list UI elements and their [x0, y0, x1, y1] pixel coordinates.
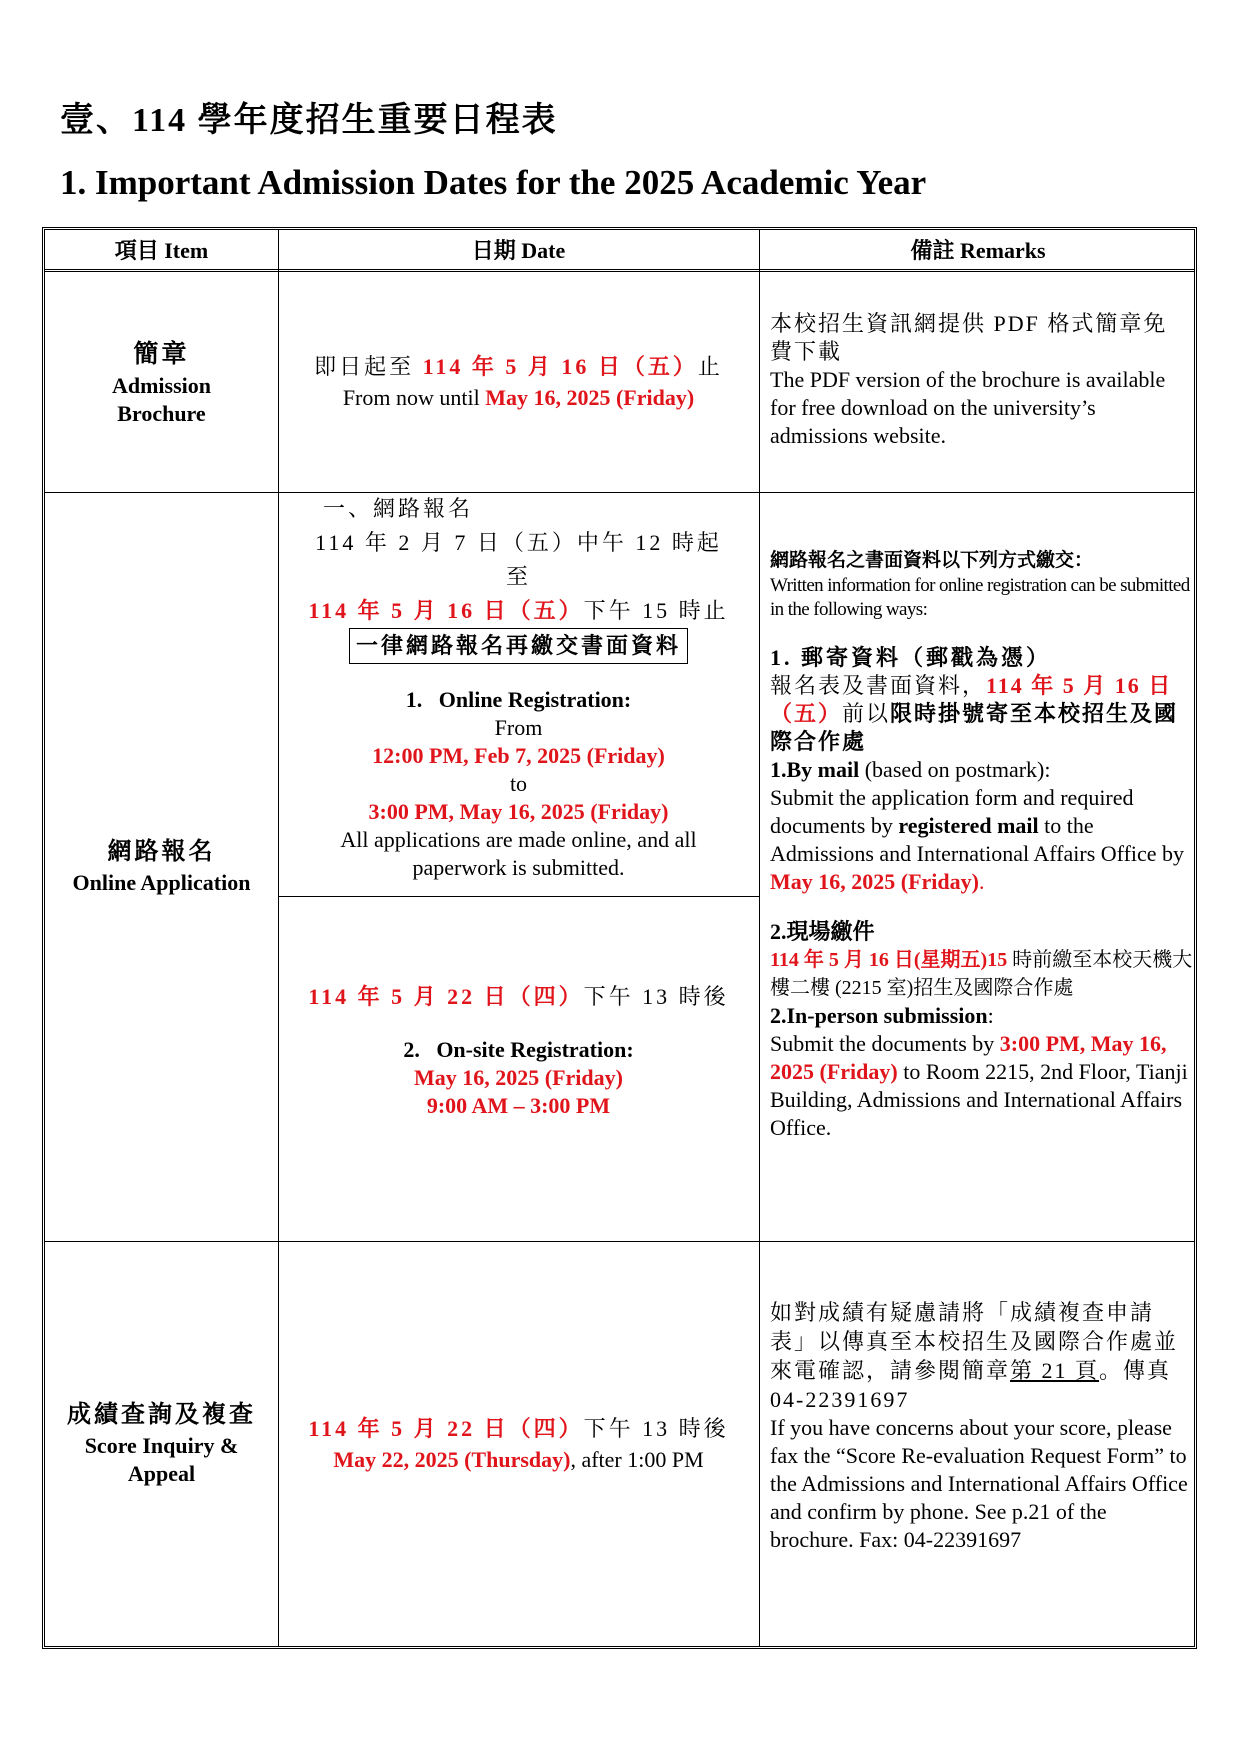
item-online-application: 網路報名 Online Application — [72, 839, 251, 895]
admission-schedule-table — [42, 227, 1197, 1649]
remarks-score-inquiry: 如對成績有疑慮請將「成績複查申請表」以傳真至本校招生及國際合作處並來電確認，請參閱簡章第 21 頁。傳真 04-22391697 If you have concerns about your score, please fax the “Score Re-evaluation Request Form” to the Admissions and International Affairs Office and confirm by phone. See p.21 of the brochure. Fax: 04-22391697 — [770, 1300, 1188, 1552]
remarks-online-application: 網路報名之書面資料以下列方式繳交： Written information for online registration can be submitted in the following ways: 1. 郵寄資料（郵戳為憑） 報名表及書面資料，114 年 5 月 16 日（五）前以限時掛號寄至本校招生及國際合作處 1.By mail (based on postmark): Submit the application form and required documents by registered mail to the Admissions and International Affairs Office by May 16, 2025 (Friday). 2.現場繳件 114 年 5 月 16 日(星期五)15 時前繳至本校天機大樓二樓 (2215 室)招生及國際合作處 2.In-person submission: Submit the documents by 3:00 PM, May 16, 2025 (Friday) to Room 2215, 2nd Floor, Tianji Building, Admissions and International Affairs Office. — [770, 550, 1193, 1140]
date-onsite-registration: 114 年 5 月 22 日（四）下午 13 時後 2. On-site Registration: May 16, 2025 (Friday) 9:00 AM – 3:00 PM — [308, 984, 729, 1118]
column-divider — [759, 230, 760, 1646]
page-title-zh: 壹、114 學年度招生重要日程表 — [60, 102, 558, 139]
header-item: 項目 Item — [114, 238, 209, 263]
row-divider — [45, 1241, 1194, 1242]
header-remarks: 備註 Remarks — [910, 238, 1046, 263]
header-date: 日期 Date — [471, 238, 566, 263]
item-score-inquiry: 成績查詢及複查 Score Inquiry & Appeal — [67, 1402, 256, 1486]
item-brochure: 簡章 Admission Brochure — [111, 341, 212, 426]
notice-box: 一律網路報名再繳交書面資料 — [349, 628, 688, 664]
page-title-en: 1. Important Admission Dates for the 2025 Academic Year — [60, 163, 927, 202]
date-score-inquiry: 114 年 5 月 22 日（四）下午 13 時後 May 22, 2025 (Thursday), after 1:00 PM — [308, 1416, 729, 1472]
remarks-brochure: 本校招生資訊網提供 PDF 格式簡章免費下載 The PDF version of the brochure is available for free download on the university’s admissions website. — [770, 311, 1168, 448]
date-brochure: 即日起至 114 年 5 月 16 日（五）止 From now until May 16, 2025 (Friday) — [314, 354, 723, 410]
header-divider — [45, 269, 1194, 272]
subrow-divider — [278, 896, 759, 897]
date-online-registration: 一、網路報名 114 年 2 月 7 日（五）中午 12 時起 至 114 年 5 月 16 日（五）下午 15 時止 一律網路報名再繳交書面資料 1. Online Registration: From 12:00 PM, Feb 7, 2025 (Friday) to 3:00 PM, May 16, 2025 (Friday) All applications are made online, and all paperwork is submitted. — [308, 496, 729, 880]
